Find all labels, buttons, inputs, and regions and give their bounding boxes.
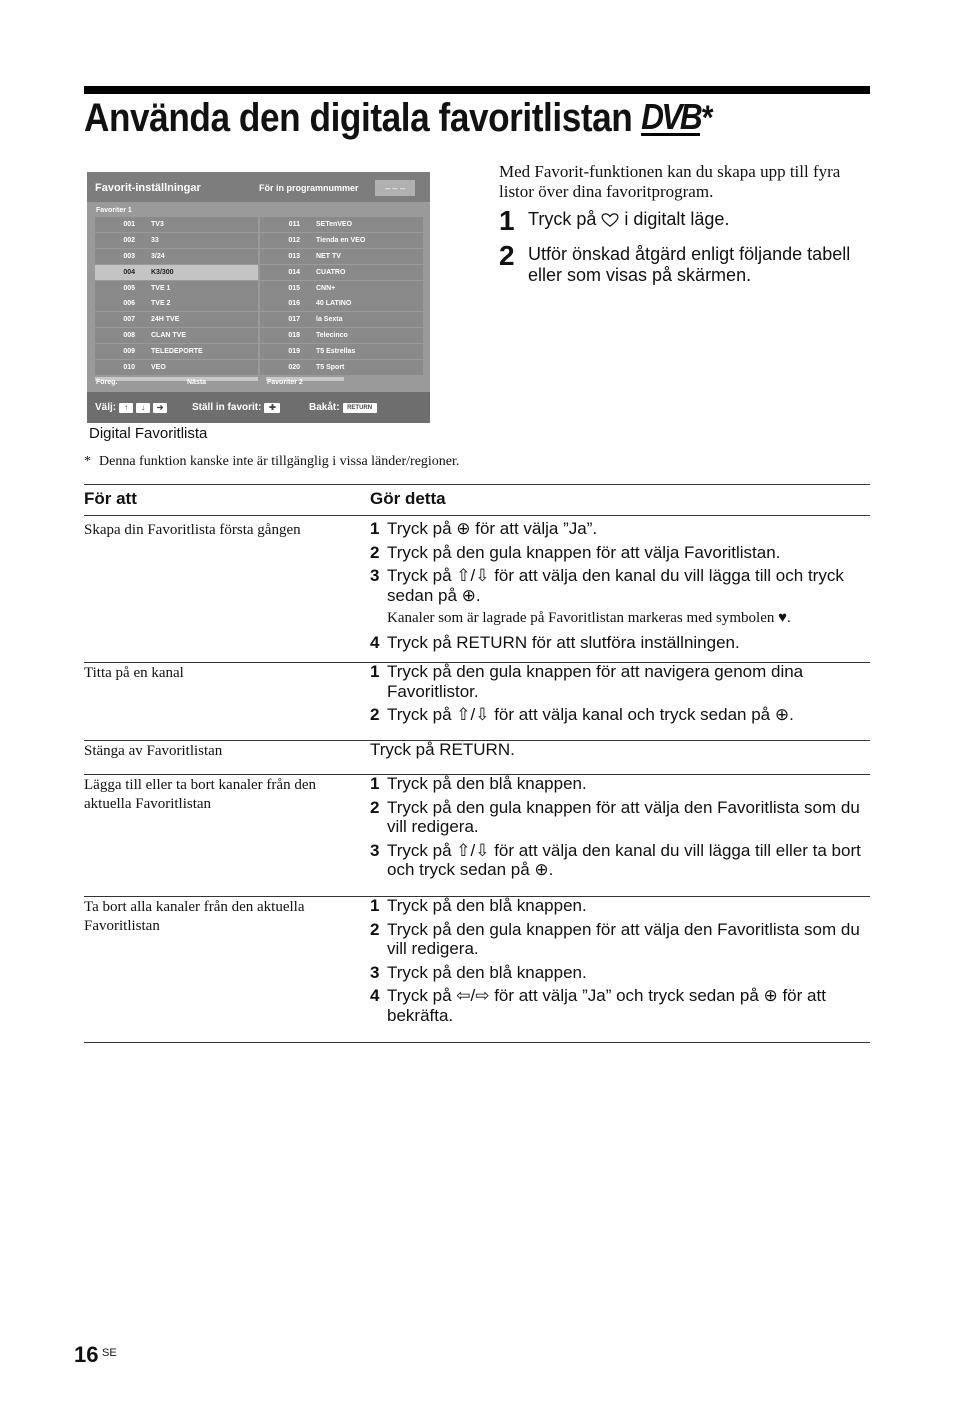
channel-row[interactable] bbox=[95, 265, 258, 280]
channel-number: 018 bbox=[288, 332, 300, 340]
table-cell-task: Titta på en kanal bbox=[84, 665, 184, 681]
down-arrow-icon: ↓ bbox=[136, 403, 150, 413]
plus-key-icon: ✚ bbox=[264, 403, 280, 413]
table-step-text: Tryck på den gula knappen för att välja den Favoritlista som du vill redigera. bbox=[387, 919, 860, 958]
step-text: Utför önskad åtgärd enligt följande tabell eller som visas på skärmen. bbox=[528, 244, 851, 285]
set-favorite-help bbox=[192, 402, 280, 413]
channel-number: 007 bbox=[123, 316, 135, 324]
channel-number: 013 bbox=[288, 252, 300, 260]
channel-row[interactable] bbox=[260, 312, 423, 327]
table-cell-steps bbox=[370, 774, 870, 884]
table-step-number: 1 bbox=[370, 519, 380, 538]
channel-row[interactable] bbox=[260, 281, 423, 296]
dvb-logo: DVB bbox=[641, 96, 701, 137]
channel-number: 008 bbox=[123, 332, 135, 340]
channel-number: 003 bbox=[123, 252, 135, 260]
table-cell-steps bbox=[370, 662, 870, 729]
channel-name: TV3 bbox=[151, 221, 164, 228]
channel-name: 33 bbox=[151, 236, 159, 244]
table-cell-task: Ta bort alla kanaler från den aktuella Favoritlistan bbox=[84, 899, 305, 934]
table-head-rule bbox=[84, 515, 870, 516]
channel-row[interactable] bbox=[95, 281, 258, 296]
channel-row[interactable] bbox=[95, 360, 258, 375]
channel-column-right bbox=[260, 217, 423, 376]
table-row-rule bbox=[84, 1042, 870, 1043]
table-step-text: Tryck på den blå knappen. bbox=[387, 896, 587, 915]
channel-name: CLAN TVE bbox=[151, 332, 186, 340]
channel-number: 002 bbox=[123, 236, 135, 244]
channel-row[interactable] bbox=[260, 249, 423, 264]
table-step-text: Tryck på den blå knappen. bbox=[387, 774, 587, 793]
top-rule bbox=[84, 86, 870, 94]
channel-row[interactable] bbox=[260, 360, 423, 375]
channel-name: 3/24 bbox=[151, 252, 165, 260]
title-asterisk: * bbox=[701, 99, 714, 137]
table-step bbox=[370, 519, 870, 539]
table-step bbox=[370, 896, 870, 916]
table-step bbox=[370, 566, 870, 605]
channel-name: Telecinco bbox=[316, 332, 348, 340]
footnote bbox=[84, 454, 459, 470]
table-cell-steps bbox=[370, 519, 870, 656]
step-number: 1 bbox=[499, 205, 515, 236]
channel-row[interactable] bbox=[95, 344, 258, 359]
table-step-text: Tryck på den gula knappen för att navigera genom dina Favoritlistor. bbox=[387, 662, 804, 701]
channel-row[interactable] bbox=[260, 344, 423, 359]
table-step-text: Tryck på den gula knappen för att välja den Favoritlista som du vill redigera. bbox=[387, 797, 860, 836]
up-arrow-icon: ↑ bbox=[119, 403, 133, 413]
step-text bbox=[528, 209, 873, 233]
table-step-number: 4 bbox=[370, 986, 380, 1005]
table-step-text: Tryck på ⇧/⇩ för att välja den kanal du vill lägga till och tryck sedan på ⊕. bbox=[387, 566, 844, 605]
page-title bbox=[84, 96, 713, 141]
heart-icon bbox=[601, 213, 619, 227]
page-suffix: SE bbox=[102, 1347, 117, 1359]
table-step-number: 2 bbox=[370, 542, 380, 562]
channel-number: 012 bbox=[288, 236, 300, 244]
table-step bbox=[370, 920, 870, 959]
table-step-number: 3 bbox=[370, 566, 380, 585]
channel-row[interactable] bbox=[260, 328, 423, 343]
table-step bbox=[370, 841, 870, 880]
favorite-list-label: Favoriter 1 bbox=[96, 207, 132, 214]
table-step-text: Tryck på RETURN för att slutföra inställningen. bbox=[387, 632, 740, 652]
table-plain-step: Tryck på RETURN. bbox=[370, 740, 515, 759]
channel-number: 020 bbox=[288, 364, 300, 372]
prev-label[interactable]: Föreg. bbox=[96, 379, 118, 386]
table-top-rule bbox=[84, 484, 870, 485]
table-step bbox=[370, 774, 870, 794]
channel-row[interactable] bbox=[95, 328, 258, 343]
step-1-pre: Tryck på bbox=[528, 209, 597, 229]
table-note: Kanaler som är lagrade på Favoritlistan markeras med symbolen ♥. bbox=[387, 610, 791, 626]
table-step-number: 4 bbox=[370, 632, 380, 652]
channel-row[interactable] bbox=[260, 217, 423, 232]
channel-name: K3/300 bbox=[151, 268, 174, 276]
back-label: Bakåt: bbox=[309, 402, 340, 413]
table-step bbox=[370, 662, 870, 701]
table-step-text: Tryck på den blå knappen. bbox=[387, 962, 587, 982]
footnote-star: * bbox=[84, 454, 91, 469]
intro-text: Med Favorit-funktionen kan du skapa upp till fyra listor över dina favoritprogram. bbox=[499, 162, 841, 201]
channel-number: 015 bbox=[288, 284, 300, 292]
channel-row[interactable] bbox=[260, 233, 423, 248]
set-favorite-label: Ställ in favorit: bbox=[192, 402, 262, 413]
table-step-number: 1 bbox=[370, 774, 380, 793]
channel-number: 006 bbox=[123, 300, 135, 308]
table-cell-task: Stänga av Favoritlistan bbox=[84, 743, 223, 759]
select-help bbox=[95, 402, 167, 413]
channel-name: TELEDEPORTE bbox=[151, 348, 203, 356]
channel-name: CNN+ bbox=[316, 284, 336, 292]
favorite-settings-screen bbox=[87, 172, 430, 423]
channel-name: T5 Sport bbox=[316, 364, 345, 372]
page-title-text: Använda den digitala favoritlistan bbox=[84, 96, 633, 140]
table-step bbox=[370, 633, 870, 653]
table-step-text: Tryck på ⇧/⇩ för att välja den kanal du vill lägga till eller ta bort och tryck sedan på ⊕. bbox=[387, 840, 861, 879]
right-arrow-icon: ➔ bbox=[153, 403, 167, 413]
channel-name: 40 LATINO bbox=[316, 300, 352, 308]
table-step bbox=[370, 543, 870, 563]
next-label[interactable]: Nästa bbox=[187, 379, 207, 386]
table-step-number: 3 bbox=[370, 962, 380, 982]
channel-name: Tienda en VEO bbox=[316, 236, 366, 244]
channel-number: 009 bbox=[123, 348, 135, 356]
channel-number: 016 bbox=[288, 300, 300, 308]
channel-name: VEO bbox=[151, 364, 166, 372]
table-step-text: Tryck på ⊕ för att välja ”Ja”. bbox=[387, 519, 598, 538]
list2-label[interactable]: Favoriter 2 bbox=[267, 379, 303, 386]
channel-row[interactable] bbox=[95, 249, 258, 264]
screen-help-bar bbox=[87, 392, 430, 423]
screen-header bbox=[87, 172, 430, 202]
channel-number: 014 bbox=[288, 268, 300, 276]
channel-name: TVE 2 bbox=[151, 300, 171, 308]
table-step bbox=[370, 798, 870, 837]
table-step bbox=[370, 986, 870, 1025]
program-number-label: För in programnummer bbox=[259, 183, 359, 193]
step-number: 2 bbox=[499, 240, 515, 271]
table-step-number: 2 bbox=[370, 797, 380, 817]
screen-title: Favorit-inställningar bbox=[95, 182, 201, 194]
return-key: RETURN bbox=[343, 403, 377, 413]
channel-number: 011 bbox=[288, 221, 300, 228]
table-step-text: Tryck på den gula knappen för att välja Favoritlistan. bbox=[387, 542, 781, 562]
channel-name: NET TV bbox=[316, 252, 341, 260]
channel-name: 24H TVE bbox=[151, 316, 180, 324]
channel-number: 010 bbox=[123, 364, 135, 372]
channel-name: TVE 1 bbox=[151, 284, 171, 292]
channel-number: 005 bbox=[123, 284, 135, 292]
table-step-number: 2 bbox=[370, 919, 380, 939]
table-step-number: 2 bbox=[370, 705, 380, 724]
channel-number: 019 bbox=[288, 348, 300, 356]
table-cell-steps bbox=[370, 740, 870, 760]
table-head-right: Gör detta bbox=[370, 489, 446, 508]
channel-name: T5 Estrellas bbox=[316, 348, 356, 356]
channel-row[interactable] bbox=[260, 265, 423, 280]
table-head-left: För att bbox=[84, 489, 137, 508]
table-step bbox=[370, 963, 870, 983]
channel-row[interactable] bbox=[95, 217, 258, 232]
table-step-text: Tryck på ⇧/⇩ för att välja kanal och tryck sedan på ⊕. bbox=[387, 705, 794, 724]
channel-row[interactable] bbox=[95, 233, 258, 248]
channel-column-left bbox=[95, 217, 258, 376]
step-1-post: i digitalt läge. bbox=[624, 209, 730, 229]
channel-number: 017 bbox=[288, 316, 300, 324]
step-1 bbox=[499, 205, 873, 236]
table-step-number: 1 bbox=[370, 896, 380, 915]
select-label: Välj: bbox=[95, 402, 117, 413]
prev-next-bar bbox=[95, 377, 258, 381]
channel-name: la Sexta bbox=[316, 316, 343, 324]
channel-row[interactable] bbox=[95, 296, 258, 311]
back-help bbox=[309, 402, 377, 413]
channel-number: 001 bbox=[123, 221, 135, 228]
table-cell-task: Skapa din Favoritlista första gången bbox=[84, 522, 301, 538]
table-cell-steps bbox=[370, 896, 870, 1029]
table-step bbox=[370, 705, 870, 725]
channel-row[interactable] bbox=[95, 312, 258, 327]
channel-row[interactable] bbox=[260, 296, 423, 311]
screen-caption: Digital Favoritlista bbox=[89, 425, 208, 442]
step-2 bbox=[499, 240, 873, 286]
table-step-number: 3 bbox=[370, 840, 380, 860]
table-step-text: Tryck på ⇦/⇨ för att välja ”Ja” och tryck sedan på ⊕ för att bekräfta. bbox=[387, 986, 826, 1025]
channel-number: 004 bbox=[123, 268, 135, 276]
table-step-number: 1 bbox=[370, 662, 380, 681]
table-cell-task: Lägga till eller ta bort kanaler från den aktuella Favoritlistan bbox=[84, 777, 316, 812]
channel-name: CUATRO bbox=[316, 268, 346, 276]
footnote-text: Denna funktion kanske inte är tillgänglig i vissa länder/regioner. bbox=[99, 454, 460, 469]
program-number-input[interactable]: – – – bbox=[375, 180, 415, 196]
channel-name: SETenVEO bbox=[316, 221, 353, 228]
page-number: 16 bbox=[74, 1342, 99, 1367]
